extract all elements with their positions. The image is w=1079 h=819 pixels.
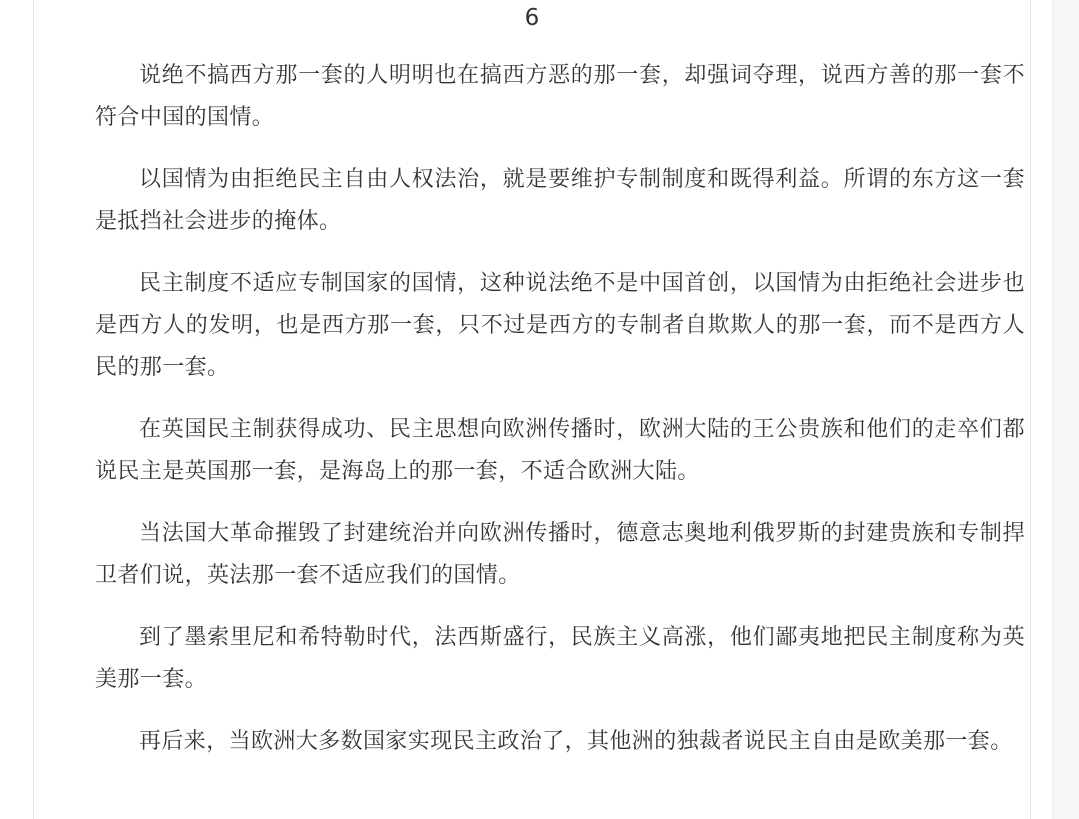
- page-number: 6: [524, 5, 540, 31]
- article-body: [95, 55, 1025, 783]
- paragraph: 在英国民主制获得成功、民主思想向欧洲传播时，欧洲大陆的王公贵族和他们的走卒们都说民主是英国那一套，是海岛上的那一套，不适合欧洲大陆。: [95, 417, 1025, 484]
- scroll-gutter: [1052, 0, 1079, 819]
- paragraph: 民主制度不适应专制国家的国情，这种说法绝不是中国首创，以国情为由拒绝社会进步也是西方人的发明，也是西方那一套，只不过是西方的专制者自欺欺人的那一套，而不是西方人民的那一套。: [95, 271, 1025, 380]
- paragraph: 再后来，当欧洲大多数国家实现民主政治了，其他洲的独裁者说民主自由是欧美那一套。: [139, 729, 1013, 754]
- document-page: [33, 0, 1031, 819]
- paragraph: 以国情为由拒绝民主自由人权法治，就是要维护专制制度和既得利益。所谓的东方这一套是抵挡社会进步的掩体。: [95, 167, 1025, 234]
- paragraph: 说绝不搞西方那一套的人明明也在搞西方恶的那一套，却强词夺理，说西方善的那一套不符合中国的国情。: [95, 63, 1025, 130]
- paragraph: 当法国大革命摧毁了封建统治并向欧洲传播时，德意志奥地利俄罗斯的封建贵族和专制捍卫者们说，英法那一套不适应我们的国情。: [95, 521, 1025, 588]
- paragraph: 到了墨索里尼和希特勒时代，法西斯盛行，民族主义高涨，他们鄙夷地把民主制度称为英美那一套。: [95, 625, 1025, 692]
